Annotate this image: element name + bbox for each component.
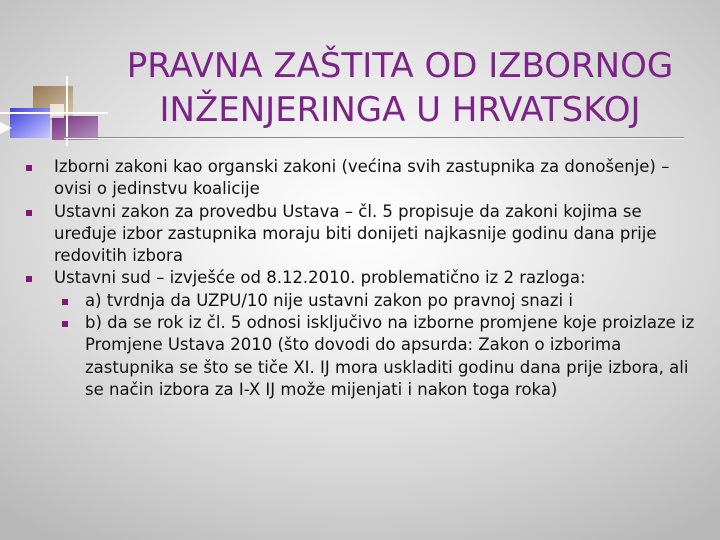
square-bullet-icon	[26, 276, 32, 282]
list-item	[0, 156, 720, 201]
list-item-text: Ustavni sud – izvješće od 8.12.2010. problematično iz 2 razloga:	[54, 268, 586, 288]
sub-list-item-text: b) da se rok iz čl. 5 odnosi isključivo na izborne promjene koje proizlaze iz Promjene Ustava 2010 (što dovodi do apsurda: Zakon o izborima zastupnika se što se tiče XI. IJ mora uskladiti godinu dana prije izbora, ali se način izbora za I-X IJ može mijenjati i nakon toga roka)	[85, 313, 695, 399]
list-item	[0, 201, 720, 268]
bullet-list	[0, 156, 720, 401]
sub-list-item	[0, 290, 720, 312]
list-item-text: Izborni zakoni kao organski zakoni (većina svih zastupnika za donošenje) – ovisi o jedinstvu koalicije	[54, 157, 670, 199]
square-bullet-icon	[62, 321, 68, 327]
sub-list-item	[0, 312, 720, 401]
slide-title	[100, 44, 700, 132]
decorative-squares-graphic	[0, 0, 110, 150]
square-bullet-icon	[26, 210, 32, 216]
square-bullet-icon	[26, 165, 32, 171]
title-line-2: INŽENJERINGA U HRVATSKOJ	[159, 90, 641, 130]
list-item-text: Ustavni zakon za provedbu Ustava – čl. 5 propisuje da zakoni kojima se uređuje izbor zastupnika moraju biti donijeti najkasnije godinu dana prije redovitih izbora	[54, 201, 657, 266]
sub-list-item-text: a) tvrdnja da UZPU/10 nije ustavni zakon po pravnoj snazi i	[85, 290, 573, 310]
square-bullet-icon	[62, 299, 68, 305]
list-item	[0, 267, 720, 289]
title-divider	[64, 137, 684, 138]
title-line-1: PRAVNA ZAŠTITA OD IZBORNOG	[126, 46, 674, 86]
